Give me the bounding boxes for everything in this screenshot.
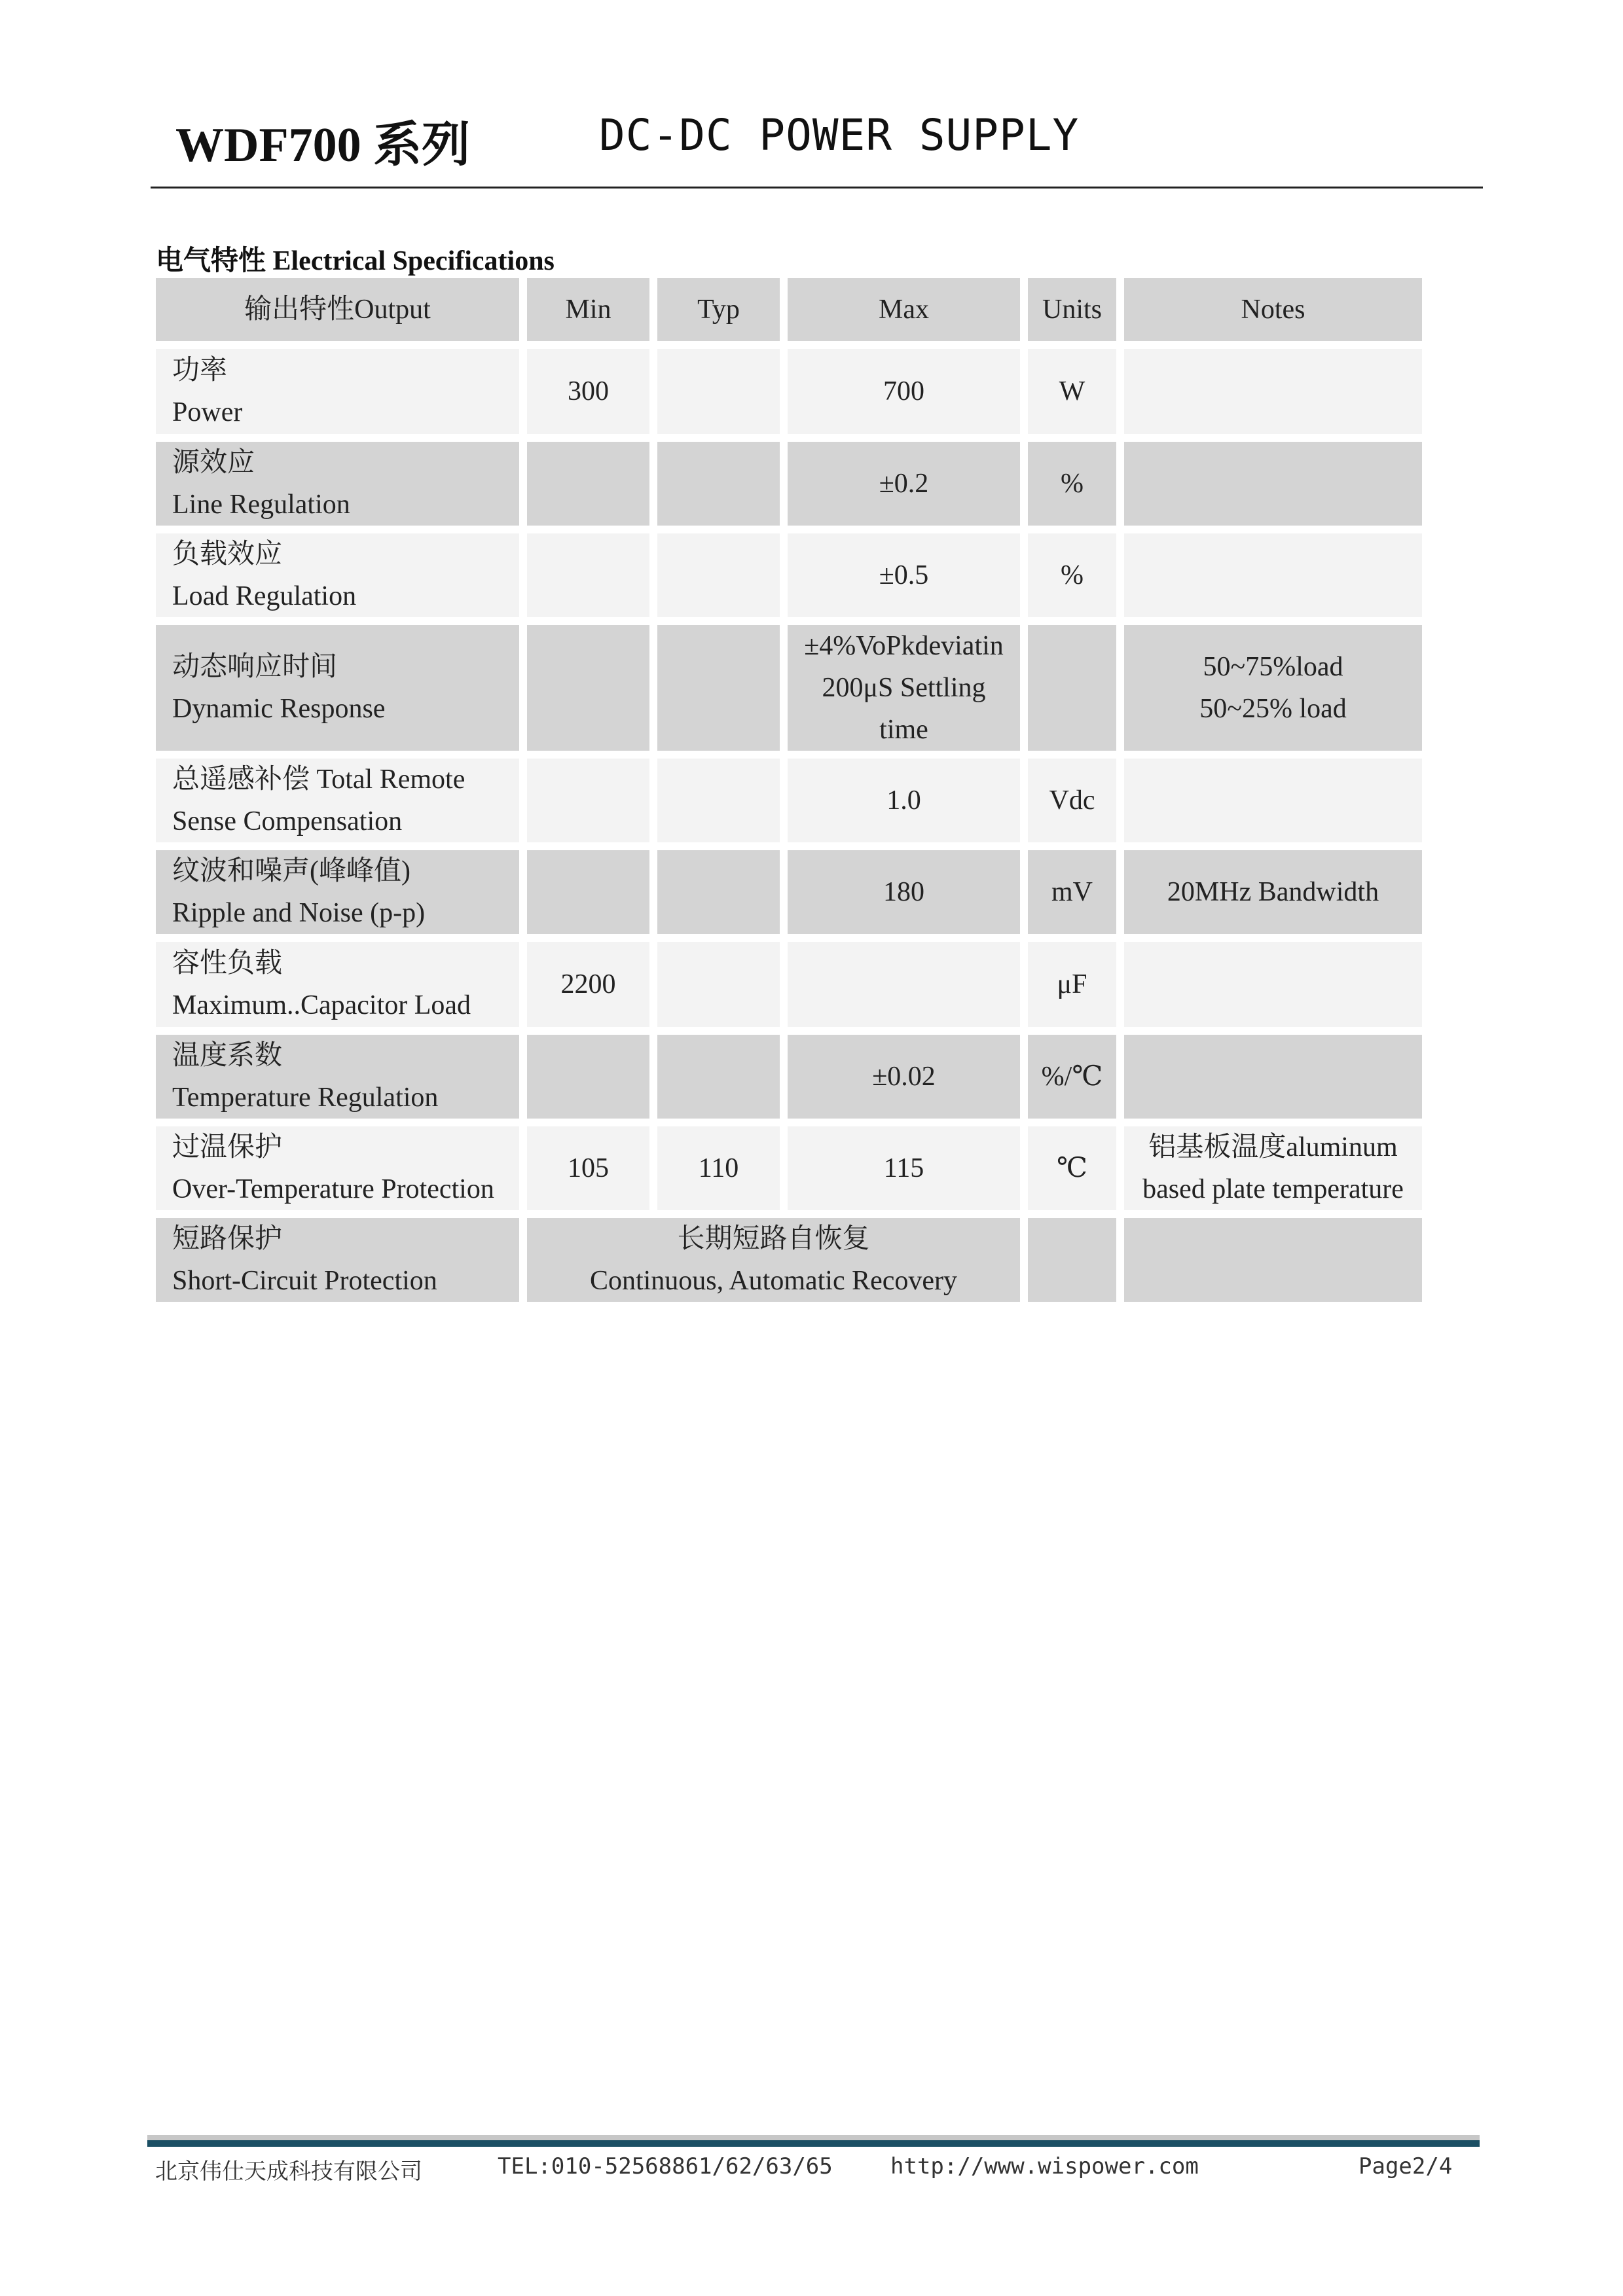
typ-cell bbox=[657, 850, 780, 934]
min-cell: 105 bbox=[527, 1126, 649, 1210]
parameter-cell: 短路保护 Short-Circuit Protection bbox=[156, 1218, 519, 1302]
footer-divider bbox=[147, 2140, 1480, 2147]
series-title: WDF700 系列 bbox=[175, 118, 471, 172]
max-cell: ±0.5 bbox=[788, 533, 1020, 617]
min-cell bbox=[527, 625, 649, 751]
notes-cell bbox=[1124, 1218, 1422, 1302]
table-row bbox=[156, 533, 1422, 617]
units-cell: mV bbox=[1028, 850, 1116, 934]
units-cell: ℃ bbox=[1028, 1126, 1116, 1210]
units-cell: Vdc bbox=[1028, 759, 1116, 842]
footer-company: 北京伟仕天成科技有限公司 bbox=[155, 2159, 422, 2185]
parameter-cell: 温度系数 Temperature Regulation bbox=[156, 1035, 519, 1119]
header-typ: Typ bbox=[657, 278, 780, 341]
page-number: Page2/4 bbox=[1359, 2153, 1453, 2179]
units-cell: μF bbox=[1028, 942, 1116, 1027]
typ-cell bbox=[657, 625, 780, 751]
min-cell bbox=[527, 850, 649, 934]
max-cell: 115 bbox=[788, 1126, 1020, 1210]
max-cell: ±0.02 bbox=[788, 1035, 1020, 1119]
units-cell: %/℃ bbox=[1028, 1035, 1116, 1119]
notes-cell bbox=[1124, 442, 1422, 526]
typ-cell bbox=[657, 759, 780, 842]
notes-cell bbox=[1124, 1035, 1422, 1119]
min-cell: 2200 bbox=[527, 942, 649, 1027]
notes-cell bbox=[1124, 942, 1422, 1027]
max-cell: 700 bbox=[788, 349, 1020, 434]
table-header-row bbox=[156, 278, 1422, 341]
units-cell bbox=[1028, 625, 1116, 751]
parameter-cell: 容性负载 Maximum..Capacitor Load bbox=[156, 942, 519, 1027]
typ-cell bbox=[657, 533, 780, 617]
table-row bbox=[156, 1035, 1422, 1119]
typ-cell: 110 bbox=[657, 1126, 780, 1210]
units-cell: % bbox=[1028, 533, 1116, 617]
notes-cell: 50~75%load 50~25% load bbox=[1124, 625, 1422, 751]
max-cell: 1.0 bbox=[788, 759, 1020, 842]
table-row bbox=[156, 759, 1422, 842]
table-row bbox=[156, 442, 1422, 526]
footer-website: http://www.wispower.com bbox=[890, 2153, 1199, 2179]
document-title: DC-DC POWER SUPPLY bbox=[599, 110, 1080, 160]
typ-cell bbox=[657, 349, 780, 434]
parameter-cell: 功率 Power bbox=[156, 349, 519, 434]
header-units: Units bbox=[1028, 278, 1116, 341]
units-cell bbox=[1028, 1218, 1116, 1302]
min-cell bbox=[527, 759, 649, 842]
notes-cell bbox=[1124, 349, 1422, 434]
units-cell: % bbox=[1028, 442, 1116, 526]
parameter-cell: 动态响应时间 Dynamic Response bbox=[156, 625, 519, 751]
notes-cell bbox=[1124, 533, 1422, 617]
min-cell bbox=[527, 1035, 649, 1119]
units-cell: W bbox=[1028, 349, 1116, 434]
merged-value-cell: 长期短路自恢复 Continuous, Automatic Recovery bbox=[527, 1218, 1020, 1302]
max-cell bbox=[788, 942, 1020, 1027]
min-cell: 300 bbox=[527, 349, 649, 434]
table-row bbox=[156, 1218, 1422, 1302]
spec-table bbox=[148, 270, 1430, 1310]
header-parameter: 输出特性Output bbox=[156, 278, 519, 341]
parameter-cell: 过温保护 Over-Temperature Protection bbox=[156, 1126, 519, 1210]
notes-cell: 20MHz Bandwidth bbox=[1124, 850, 1422, 934]
typ-cell bbox=[657, 1035, 780, 1119]
max-cell: ±4%VoPkdeviatin 200μS Settling time bbox=[788, 625, 1020, 751]
table-row bbox=[156, 942, 1422, 1027]
max-cell: 180 bbox=[788, 850, 1020, 934]
table-row bbox=[156, 1126, 1422, 1210]
min-cell bbox=[527, 533, 649, 617]
notes-cell: 铝基板温度aluminum based plate temperature bbox=[1124, 1126, 1422, 1210]
parameter-cell: 纹波和噪声(峰峰值) Ripple and Noise (p-p) bbox=[156, 850, 519, 934]
parameter-cell: 源效应 Line Regulation bbox=[156, 442, 519, 526]
table-row bbox=[156, 850, 1422, 934]
typ-cell bbox=[657, 942, 780, 1027]
header-max: Max bbox=[788, 278, 1020, 341]
header-min: Min bbox=[527, 278, 649, 341]
footer-telephone: TEL:010-52568861/62/63/65 bbox=[498, 2153, 833, 2179]
max-cell: ±0.2 bbox=[788, 442, 1020, 526]
typ-cell bbox=[657, 442, 780, 526]
min-cell bbox=[527, 442, 649, 526]
footer-divider-light bbox=[147, 2135, 1480, 2140]
header-divider bbox=[151, 187, 1483, 188]
parameter-cell: 总遥感补偿 Total Remote Sense Compensation bbox=[156, 759, 519, 842]
header-notes: Notes bbox=[1124, 278, 1422, 341]
table-row bbox=[156, 349, 1422, 434]
parameter-cell: 负载效应 Load Regulation bbox=[156, 533, 519, 617]
section-title: 电气特性 Electrical Specifications bbox=[156, 246, 555, 276]
table-row bbox=[156, 625, 1422, 751]
notes-cell bbox=[1124, 759, 1422, 842]
